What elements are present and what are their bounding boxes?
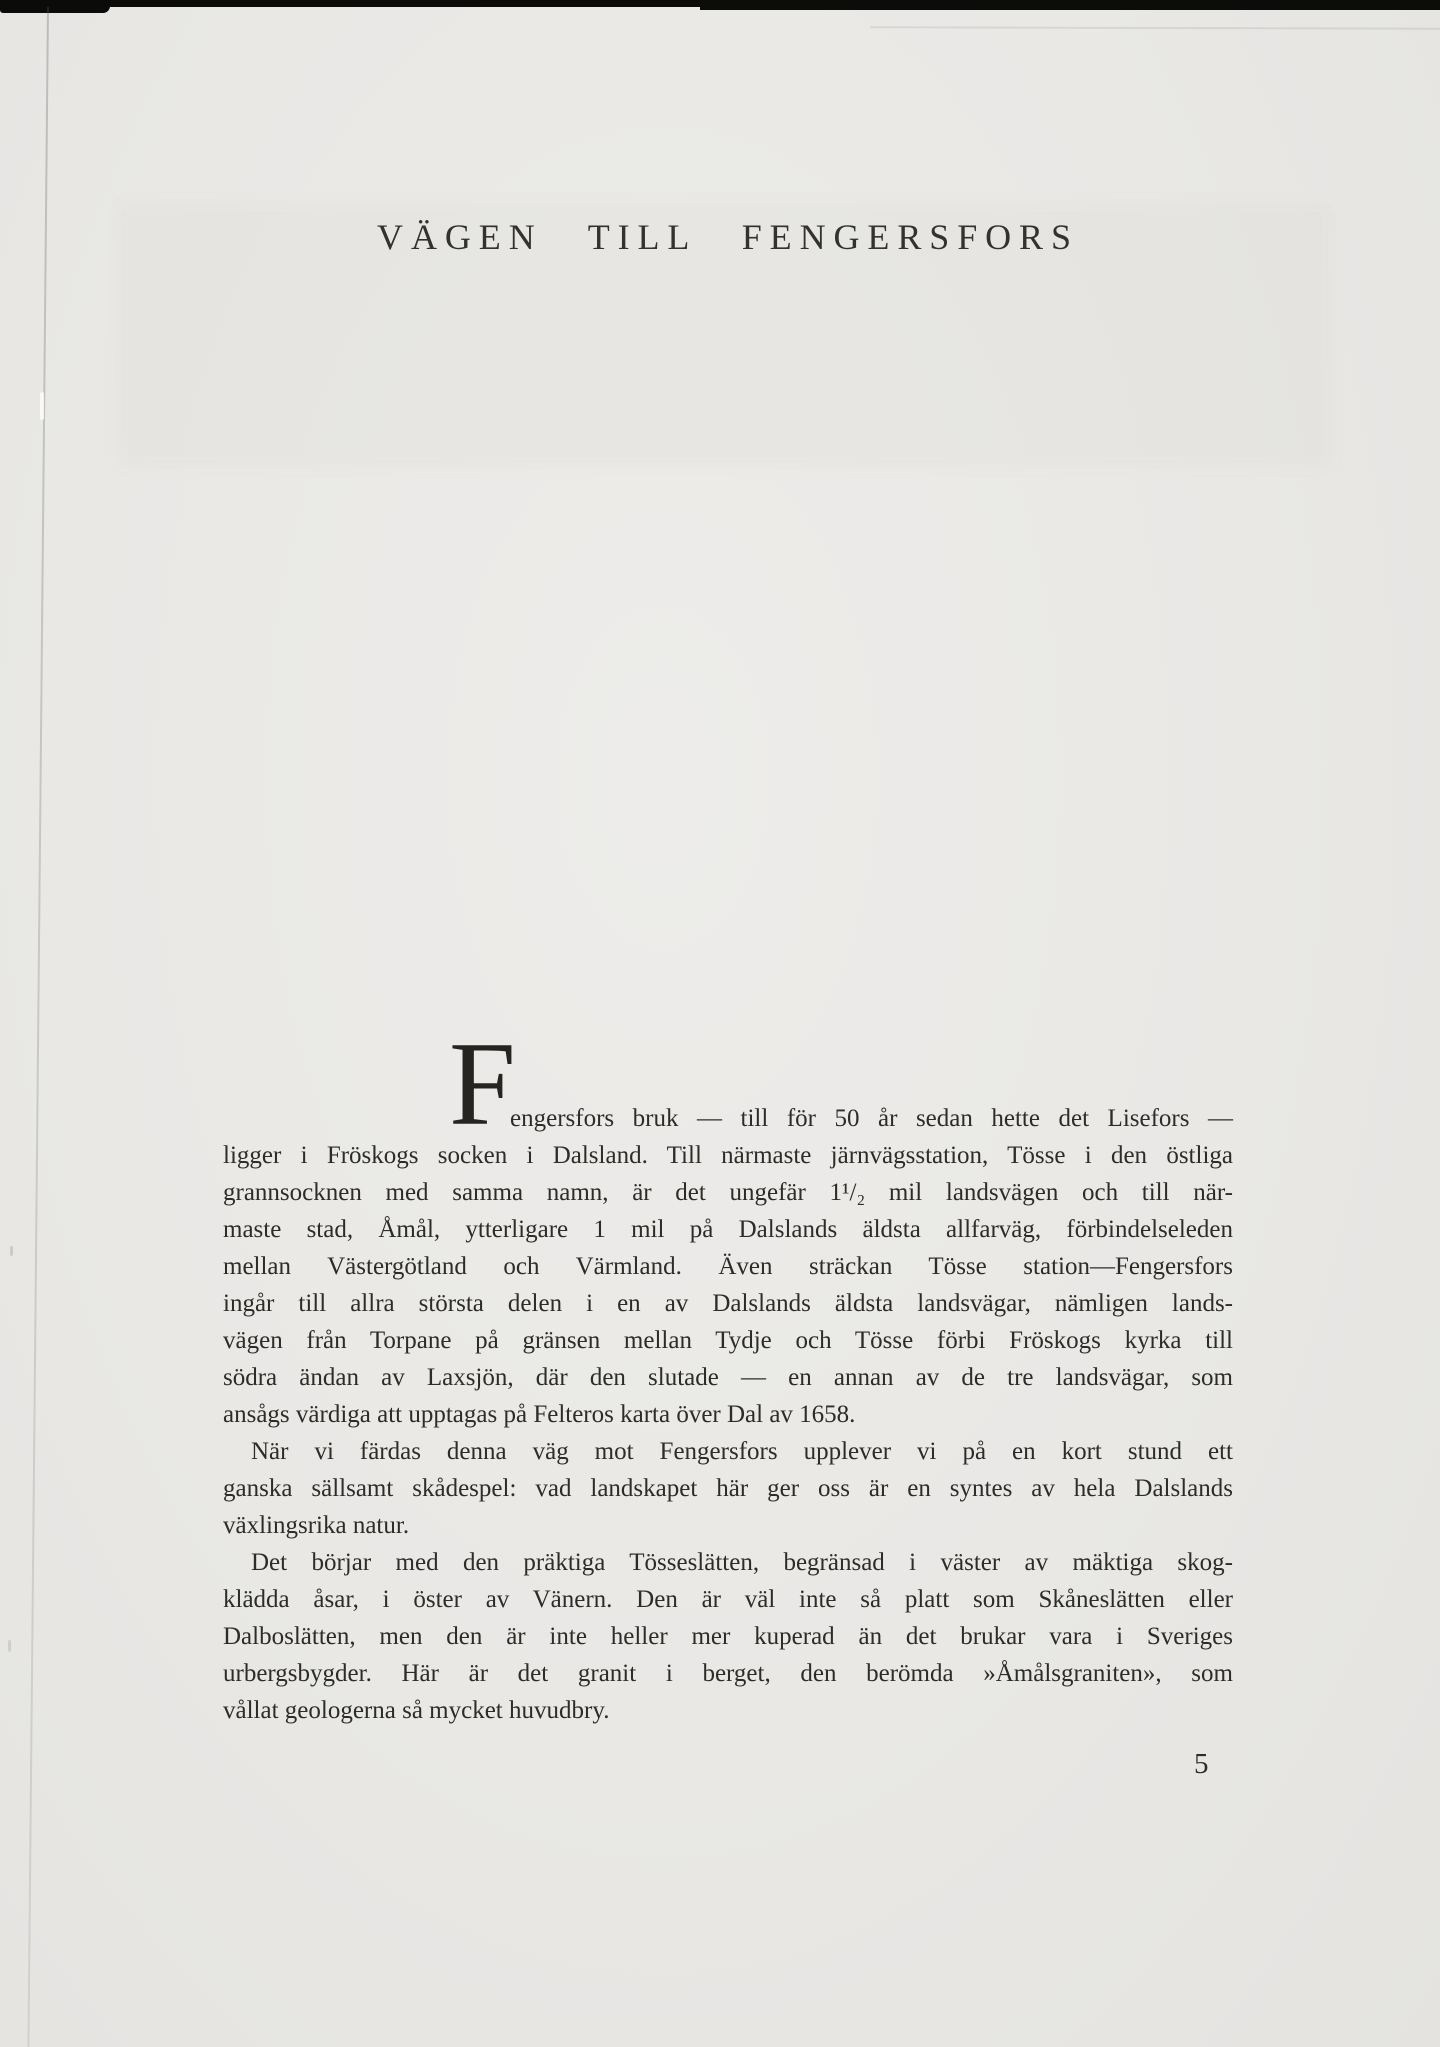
body-line: När vi färdas denna väg mot Fengersfors upplever vi på en kort stund ett (251, 1438, 1233, 1465)
body-line: vägen från Torpane på gränsen mellan Tydje och Tösse förbi Fröskogs kyrka till (223, 1327, 1233, 1354)
text-block (223, 1017, 1233, 1729)
margin-speck (10, 1246, 13, 1256)
page-title: VÄGEN TILL FENGERSFORS (377, 217, 1079, 258)
body-line: ligger i Fröskogs socken i Dalsland. Till närmaste järnvägsstation, Tösse i den östliga (223, 1142, 1233, 1169)
scan-top-edge-right (700, 0, 1440, 10)
page-number: 5 (1194, 1748, 1209, 1780)
body-line: ganska sällsamt skådespel: vad landskapet här ger oss är en syntes av hela Dalslands (223, 1475, 1233, 1502)
body-line: engersfors bruk — till för 50 år sedan hette det Lisefors — (510, 1105, 1233, 1132)
body-line: ingår till allra största delen i en av Dalslands äldsta landsvägar, nämligen lands- (223, 1290, 1233, 1317)
body-line: maste stad, Åmål, ytterligare 1 mil på Dalslands äldsta allfarväg, förbindelseleden (223, 1216, 1233, 1243)
body-line: mellan Västergötland och Värmland. Även sträckan Tösse station—Fengersfors (223, 1253, 1233, 1280)
margin-speck (8, 1640, 11, 1652)
body-line: grannsocknen med samma namn, är det ungefär 1¹/₂ mil landsvägen och till när- (223, 1179, 1233, 1206)
body-line: Dalboslätten, men den är inte heller mer kuperad än det brukar vara i Sveriges (223, 1623, 1233, 1650)
body-line: urbergsbygder. Här är det granit i berget, den berömda »Åmålsgraniten», som (223, 1660, 1233, 1687)
body-line: växlingsrika natur. (223, 1512, 410, 1539)
body-line: klädda åsar, i öster av Vänern. Den är väl inte så platt som Skåneslätten eller (223, 1586, 1233, 1613)
body-line: södra ändan av Laxsjön, där den slutade — en annan av de tre landsvägar, som (223, 1364, 1233, 1391)
page-edge-scratch (40, 392, 44, 420)
drop-cap-initial: F (449, 1017, 516, 1150)
body-line: Det börjar med den präktiga Tösseslätten, begränsad i väster av mäktiga skog- (251, 1549, 1233, 1576)
body-line: vållat geologerna så mycket huvudbry. (223, 1697, 610, 1724)
scan-top-edge-left (0, 0, 110, 13)
page-gutter-line (27, 7, 49, 2047)
scan-top-faint-line (870, 26, 1440, 29)
body-line: ansågs värdiga att upptagas på Felteros karta över Dal av 1658. (223, 1401, 856, 1428)
